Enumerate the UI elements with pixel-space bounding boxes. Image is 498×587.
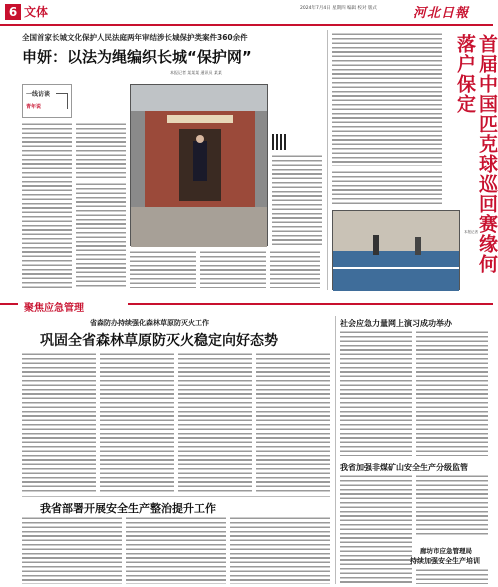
mine-story-text-col1	[340, 474, 412, 584]
pickleball-photo[interactable]	[332, 210, 460, 290]
social-story-headline[interactable]: 社会应急力量网上演习成功举办	[340, 319, 452, 328]
column-logo-subtitle: 青年说	[26, 104, 42, 110]
side-story-text-mid	[332, 170, 442, 206]
side-story-text-top	[332, 32, 442, 166]
top-story-kicker[interactable]: 全国首家长城文化保护人民法庭两年审结涉长城保护类案件360余件	[22, 33, 248, 42]
page-number: 6	[5, 4, 21, 20]
column-logo	[22, 84, 72, 118]
section-band-title: 聚焦应急管理	[24, 303, 84, 314]
top-story-byline: 本报记者 某某某 通讯员 某某	[170, 70, 222, 75]
mine-story-headline[interactable]: 我省加强非煤矿山安全生产分级监管	[340, 463, 468, 472]
langfang-story-headline-2[interactable]: 持续加强安全生产培训	[410, 557, 480, 565]
top-story-text-col1	[22, 122, 72, 288]
section-label: 文体	[24, 5, 49, 19]
masthead-logo: 河北日報	[413, 6, 470, 21]
safety-story-text-col1	[22, 516, 122, 584]
page-header	[0, 0, 493, 26]
safety-story-headline[interactable]: 我省部署开展安全生产整治提升工作	[40, 502, 216, 515]
fire-story-text-col3	[178, 352, 252, 492]
fire-story-text-col2	[100, 352, 174, 492]
column-divider	[327, 30, 328, 290]
story-divider	[22, 496, 330, 497]
safety-story-text-col2	[126, 516, 226, 584]
top-story-headline[interactable]: 申妍：以法为绳编织长城“保护网”	[22, 48, 252, 66]
top-story-text-col3	[130, 250, 196, 288]
top-story-text-col4	[200, 250, 266, 288]
mine-story-text-col2	[416, 474, 488, 536]
qr-code-icon[interactable]	[272, 134, 288, 150]
langfang-story-text	[416, 568, 488, 584]
top-story-text-col2b	[76, 182, 126, 288]
langfang-story-headline-1[interactable]: 廊坊市应急管理局	[420, 547, 472, 555]
fire-story-headline[interactable]: 巩固全省森林草原防灭火稳定向好态势	[40, 333, 278, 349]
fire-story-kicker[interactable]: 省森防办持续强化森林草原防灭火工作	[90, 319, 209, 327]
side-story-title[interactable]: 首届中国匹克球巡回赛缘何落户保定	[454, 34, 498, 274]
great-wall-icon	[56, 93, 68, 109]
photo-caption	[272, 154, 322, 246]
date-info: 2024年7月4日 星期四 编辑 校对 版式	[300, 6, 377, 11]
fire-story-text-col1	[22, 352, 96, 492]
column-logo-title: 一线访谈	[26, 91, 51, 98]
side-story-byline: 本报记者	[464, 230, 478, 234]
social-story-text-col2	[416, 330, 488, 456]
fire-story-text-col4	[256, 352, 330, 492]
top-story-text-col2a	[76, 122, 126, 178]
right-column-divider	[335, 316, 336, 584]
courthouse-photo[interactable]	[130, 84, 268, 246]
social-story-text-col1	[340, 330, 412, 456]
safety-story-text-col3	[230, 516, 330, 584]
top-story-text-col5	[270, 250, 320, 288]
